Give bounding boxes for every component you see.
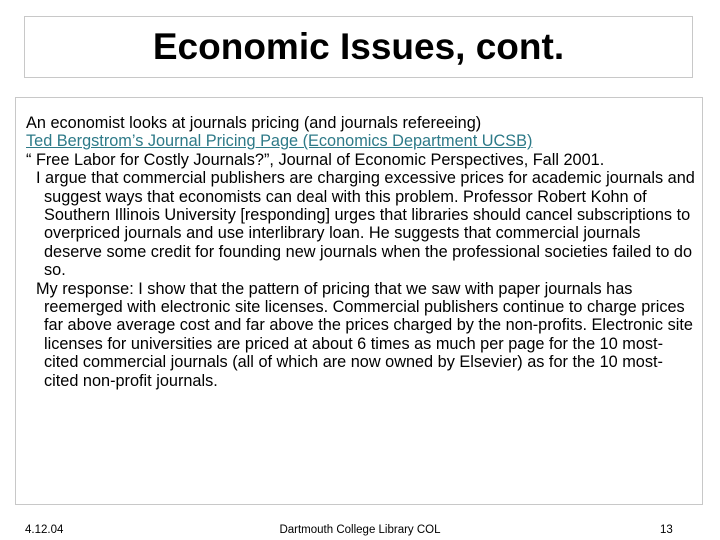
response-paragraph: My response: I show that the pattern of pricing that we saw with paper journals has reemerged with electronic site licenses. Commercial publishers continue to charge prices far above average cost and far above the prices charged by the non-profits. Electronic site licenses for universities are priced at about 6 times as much per page for the 10 most-cited commercial journals (all of which are now owned by Elsevier) as for the 10 most-cited non-profit journals. [36,279,693,390]
citation-line: “ Free Labor for Costly Journals?”, Journal of Economic Perspectives, Fall 2001. [26,150,605,169]
title-box [24,16,693,78]
footer-center-text: Dartmouth College Library COL [279,524,441,536]
footer-date: 4.12.04 [25,524,64,536]
argument-paragraph: I argue that commercial publishers are charging excessive prices for academic journals and suggest ways that economists can deal with this problem. Professor Robert Kohn of Southern Illinois University [responding] urges that libraries should cancel subscriptions to overpriced journals and use interlibrary loan. He suggests that commercial journals deserve some credit for founding new journals when the professional societies failed to do so. [36,169,695,280]
slide-body [26,114,696,390]
content-box [15,97,703,505]
intro-line: An economist looks at journals pricing (and journals refereeing) [26,114,482,132]
page-number: 13 [660,524,673,536]
journal-pricing-link[interactable]: Ted Bergstrom’s Journal Pricing Page (Economics Department UCSB) [26,132,533,151]
slide-title: Economic Issues, cont. [152,26,565,67]
